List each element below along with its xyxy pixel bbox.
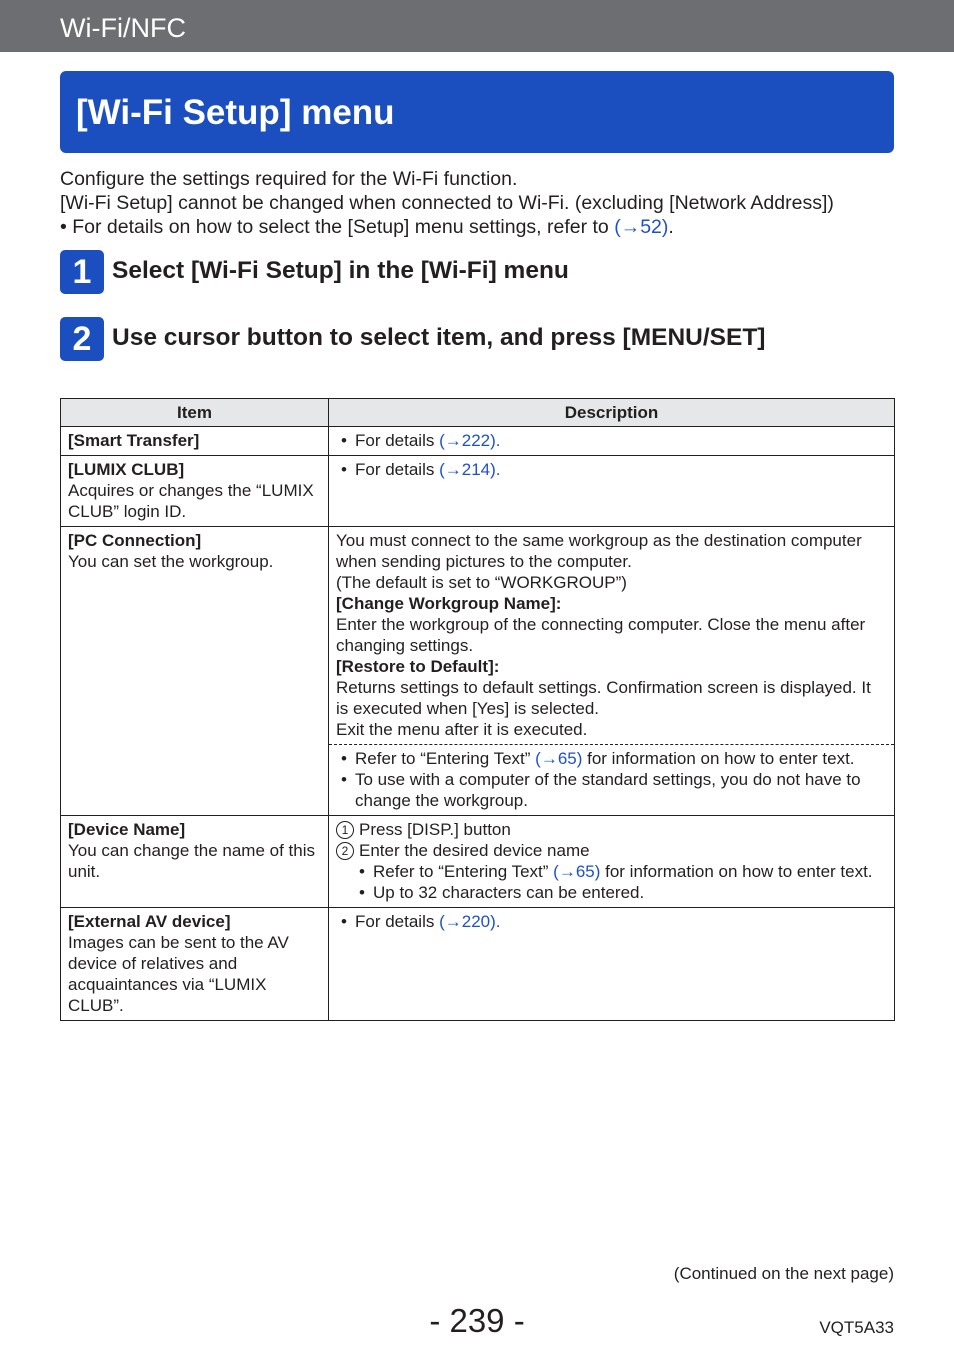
change-workgroup-label: [Change Workgroup Name]:	[336, 594, 562, 613]
step-1-number: 1	[60, 250, 104, 294]
continued-note: (Continued on the next page)	[673, 1264, 894, 1283]
circled-number-2: 2	[336, 842, 354, 860]
step-1-text: Select [Wi-Fi Setup] in the [Wi-Fi] menu	[112, 257, 569, 284]
table-row-smart-transfer	[61, 427, 895, 456]
description-column-header: Description	[329, 399, 895, 427]
intro-text	[60, 167, 910, 239]
item-name: [PC Connection]	[68, 531, 202, 550]
section-title: Wi-Fi/NFC	[60, 13, 186, 43]
table-row-lumix-club	[61, 456, 895, 527]
circled-number-1: 1	[336, 821, 354, 839]
step-2-text: Use cursor button to select item, and press [MENU/SET]	[112, 324, 766, 351]
item-name: [LUMIX CLUB]	[68, 460, 185, 479]
table-row-device-name	[61, 816, 895, 908]
step-2-number: 2	[60, 317, 104, 361]
item-column-header: Item	[61, 399, 329, 427]
intro-line-3-text: • For details on how to select the [Setup] menu settings, refer to	[60, 216, 615, 238]
item-name: [Smart Transfer]	[68, 431, 200, 450]
table-row-pc-connection	[61, 527, 895, 745]
description-bullet: • Up to 32 characters can be entered.	[336, 882, 887, 903]
intro-line-3	[60, 215, 910, 239]
change-workgroup-text: Enter the workgroup of the connecting computer. Close the menu after changing settings.	[336, 615, 866, 655]
lumix-club-link[interactable]: (→214).	[439, 460, 501, 479]
item-name: [External AV device]	[68, 912, 231, 931]
section-header-bar	[0, 0, 954, 52]
page-title-box	[60, 71, 894, 153]
restore-default-exit: Exit the menu after it is executed.	[336, 720, 588, 739]
item-subtext: Acquires or changes the “LUMIX CLUB” login ID.	[68, 481, 314, 521]
description-default: (The default is set to “WORKGROUP”)	[336, 573, 627, 592]
restore-default-text: Returns settings to default settings. Confirmation screen is displayed. It is executed when [Yes] is selected.	[336, 678, 871, 718]
description-bullet: • For details (→220).	[336, 911, 887, 932]
page-number: - 239 -	[429, 1302, 525, 1339]
device-name-step-1: 1 Press [DISP.] button	[336, 819, 887, 840]
item-subtext: You can set the workgroup.	[68, 552, 274, 571]
restore-default-label: [Restore to Default]:	[336, 657, 500, 676]
smart-transfer-link[interactable]: (→222).	[439, 431, 501, 450]
description-text: You must connect to the same workgroup as the destination computer when sending pictures to the computer.	[336, 531, 862, 571]
entering-text-link[interactable]: (→65)	[553, 862, 601, 881]
device-name-step-2: 2 Enter the desired device name	[336, 840, 887, 861]
description-bullet: • Refer to “Entering Text” (→65) for information on how to enter text.	[336, 861, 887, 882]
item-subtext: You can change the name of this unit.	[68, 841, 315, 881]
page-title: [Wi-Fi Setup] menu	[76, 93, 395, 132]
table-header-row	[61, 399, 895, 427]
item-subtext: Images can be sent to the AV device of relatives and acquaintances via “LUMIX CLUB”.	[68, 933, 289, 1015]
setup-menu-link[interactable]: (→52)	[614, 216, 669, 238]
description-bullet: • For details (→222).	[336, 430, 887, 451]
external-av-link[interactable]: (→220).	[439, 912, 501, 931]
intro-line-3-end: .	[668, 216, 674, 238]
description-bullet: • For details (→214).	[336, 459, 887, 480]
description-bullet: • Refer to “Entering Text” (→65) for information on how to enter text.	[336, 748, 887, 769]
intro-line-2: [Wi-Fi Setup] cannot be changed when connected to Wi-Fi. (excluding [Network Address])	[60, 192, 834, 214]
item-name: [Device Name]	[68, 820, 186, 839]
description-bullet: • To use with a computer of the standard settings, you do not have to change the workgroup.	[336, 769, 887, 811]
model-code: VQT5A33	[819, 1318, 894, 1337]
intro-line-1: Configure the settings required for the Wi-Fi function.	[60, 168, 518, 190]
settings-table	[60, 398, 895, 1021]
table-row-external-av	[61, 908, 895, 1021]
entering-text-link[interactable]: (→65)	[535, 749, 583, 768]
